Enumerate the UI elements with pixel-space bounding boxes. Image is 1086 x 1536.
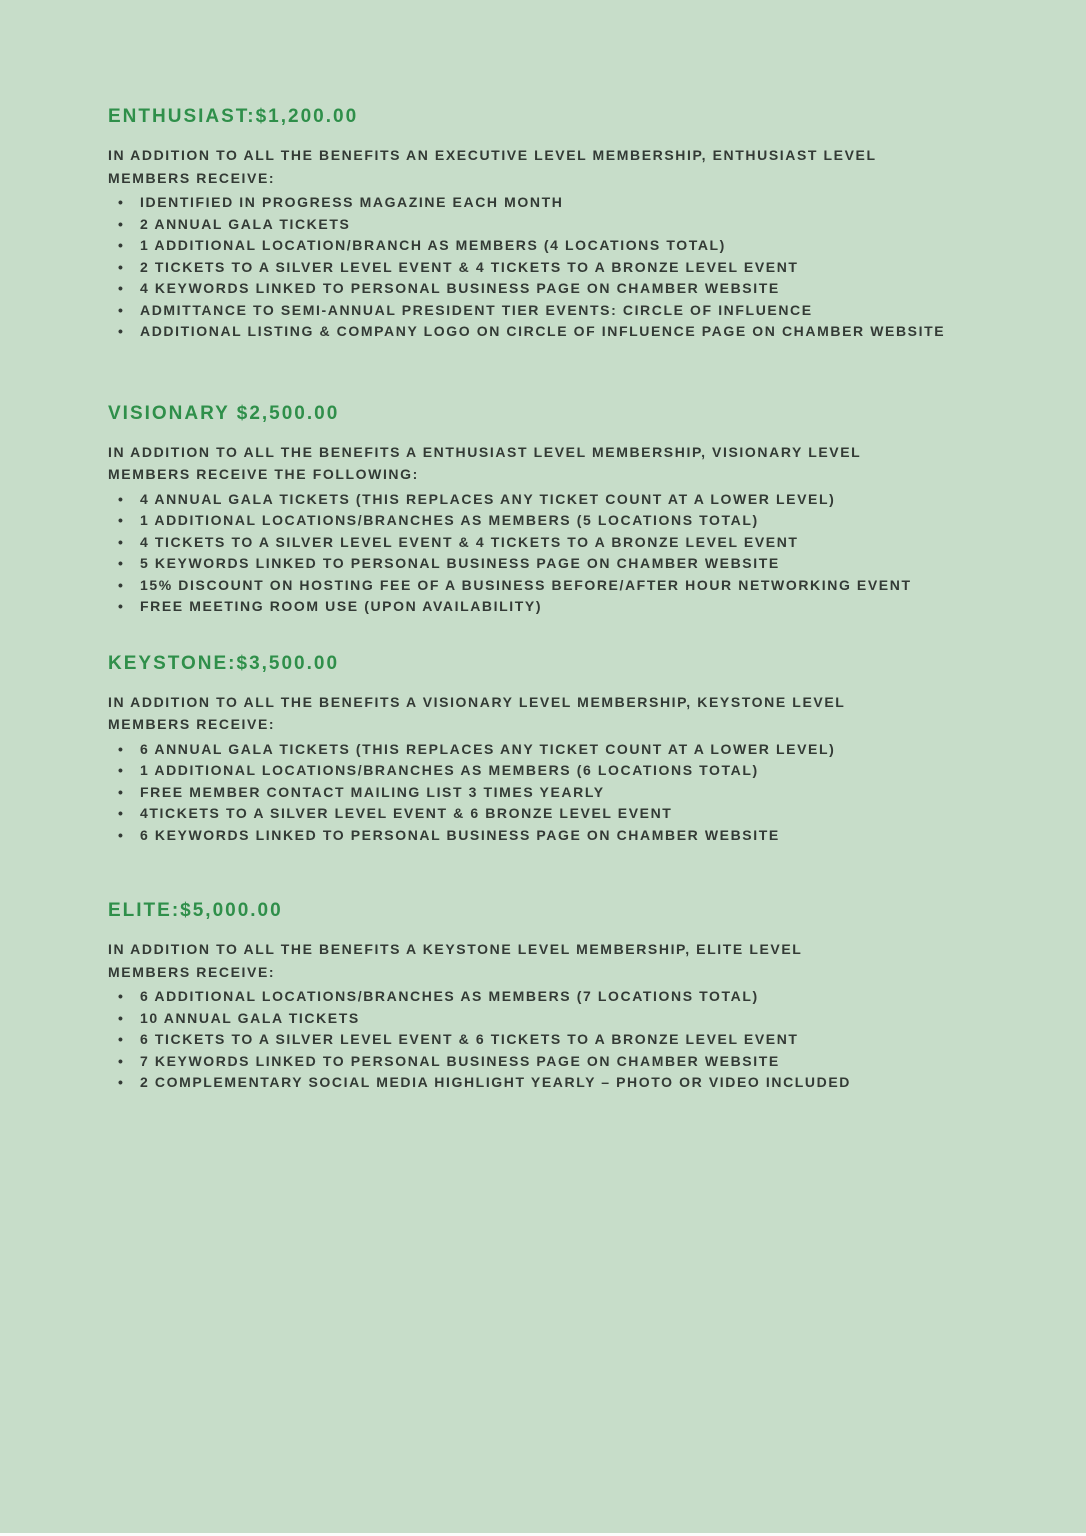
tier-intro [108,441,1056,486]
tier-intro [108,691,1056,736]
benefit-item: • 7 KEYWORDS LINKED TO PERSONAL BUSINESS PAGE ON CHAMBER WEBSITE [140,1051,1056,1073]
benefit-item: • IDENTIFIED IN PROGRESS MAGAZINE EACH MONTH [140,192,1056,214]
benefit-item: • ADDITIONAL LISTING & COMPANY LOGO ON CIRCLE OF INFLUENCE PAGE ON CHAMBER WEBSITE [140,321,1056,343]
benefit-item: • 4 KEYWORDS LINKED TO PERSONAL BUSINESS PAGE ON CHAMBER WEBSITE [140,278,1056,300]
benefit-item: • FREE MEMBER CONTACT MAILING LIST 3 TIMES YEARLY [140,782,1056,804]
benefits-list [108,986,1056,1094]
tier-section-enthusiast [108,104,1056,343]
benefits-list [108,192,1056,343]
intro-line: IN ADDITION TO ALL THE BENEFITS A ENTHUSIAST LEVEL MEMBERSHIP, VISIONARY LEVEL [108,443,862,460]
tier-heading-visionary: VISIONARY $2,500.00 [108,402,340,424]
intro-line: IN ADDITION TO ALL THE BENEFITS AN EXECUTIVE LEVEL MEMBERSHIP, ENTHUSIAST LEVEL [108,147,877,163]
benefit-item: • ADMITTANCE TO SEMI-ANNUAL PRESIDENT TIER EVENTS: CIRCLE OF INFLUENCE [140,300,1056,322]
tier-heading-keystone: KEYSTONE:$3,500.00 [108,652,340,674]
tier-section-visionary [108,401,1056,618]
benefit-item: • 6 KEYWORDS LINKED TO PERSONAL BUSINESS PAGE ON CHAMBER WEBSITE [140,825,1056,847]
benefit-item: • 15% DISCOUNT ON HOSTING FEE OF A BUSINESS BEFORE/AFTER HOUR NETWORKING EVENT [140,575,1056,597]
benefit-item: • 4TICKETS TO A SILVER LEVEL EVENT & 6 BRONZE LEVEL EVENT [140,803,1056,825]
benefit-item: • 6 TICKETS TO A SILVER LEVEL EVENT & 6 TICKETS TO A BRONZE LEVEL EVENT [140,1029,1056,1051]
benefit-item: • 6 ANNUAL GALA TICKETS (THIS REPLACES ANY TICKET COUNT AT A LOWER LEVEL) [140,739,1056,761]
tier-heading-enthusiast: ENTHUSIAST:$1,200.00 [108,106,359,127]
benefit-item: • 6 ADDITIONAL LOCATIONS/BRANCHES AS MEMBERS (7 LOCATIONS TOTAL) [140,986,1056,1008]
benefit-item: • 4 ANNUAL GALA TICKETS (THIS REPLACES ANY TICKET COUNT AT A LOWER LEVEL) [140,489,1056,511]
benefits-list [108,489,1056,618]
benefit-item: • 4 TICKETS TO A SILVER LEVEL EVENT & 4 TICKETS TO A BRONZE LEVEL EVENT [140,532,1056,554]
intro-line: MEMBERS RECEIVE: [108,169,276,186]
benefit-item: • 2 ANNUAL GALA TICKETS [140,214,1056,236]
tier-intro [108,144,1056,189]
benefit-item: • FREE MEETING ROOM USE (UPON AVAILABILITY) [140,596,1056,618]
benefit-item: • 10 ANNUAL GALA TICKETS [140,1008,1056,1030]
intro-line: MEMBERS RECEIVE: [108,716,276,732]
tier-intro [108,938,1056,983]
tier-section-keystone [108,651,1056,847]
tier-section-elite [108,898,1056,1094]
intro-line: IN ADDITION TO ALL THE BENEFITS A VISIONARY LEVEL MEMBERSHIP, KEYSTONE LEVEL [108,693,846,710]
benefit-item: • 1 ADDITIONAL LOCATIONS/BRANCHES AS MEMBERS (6 LOCATIONS TOTAL) [140,760,1056,782]
tier-heading-elite: ELITE:$5,000.00 [108,900,283,921]
benefit-item: • 1 ADDITIONAL LOCATIONS/BRANCHES AS MEMBERS (5 LOCATIONS TOTAL) [140,510,1056,532]
intro-line: MEMBERS RECEIVE: [108,963,276,980]
intro-line: MEMBERS RECEIVE THE FOLLOWING: [108,466,419,482]
benefit-item: • 5 KEYWORDS LINKED TO PERSONAL BUSINESS PAGE ON CHAMBER WEBSITE [140,553,1056,575]
benefits-list [108,739,1056,847]
benefit-item: • 2 COMPLEMENTARY SOCIAL MEDIA HIGHLIGHT YEARLY – PHOTO OR VIDEO INCLUDED [140,1072,1056,1094]
benefit-item: • 1 ADDITIONAL LOCATION/BRANCH AS MEMBERS (4 LOCATIONS TOTAL) [140,235,1056,257]
intro-line: IN ADDITION TO ALL THE BENEFITS A KEYSTONE LEVEL MEMBERSHIP, ELITE LEVEL [108,941,803,957]
benefit-item: • 2 TICKETS TO A SILVER LEVEL EVENT & 4 TICKETS TO A BRONZE LEVEL EVENT [140,257,1056,279]
